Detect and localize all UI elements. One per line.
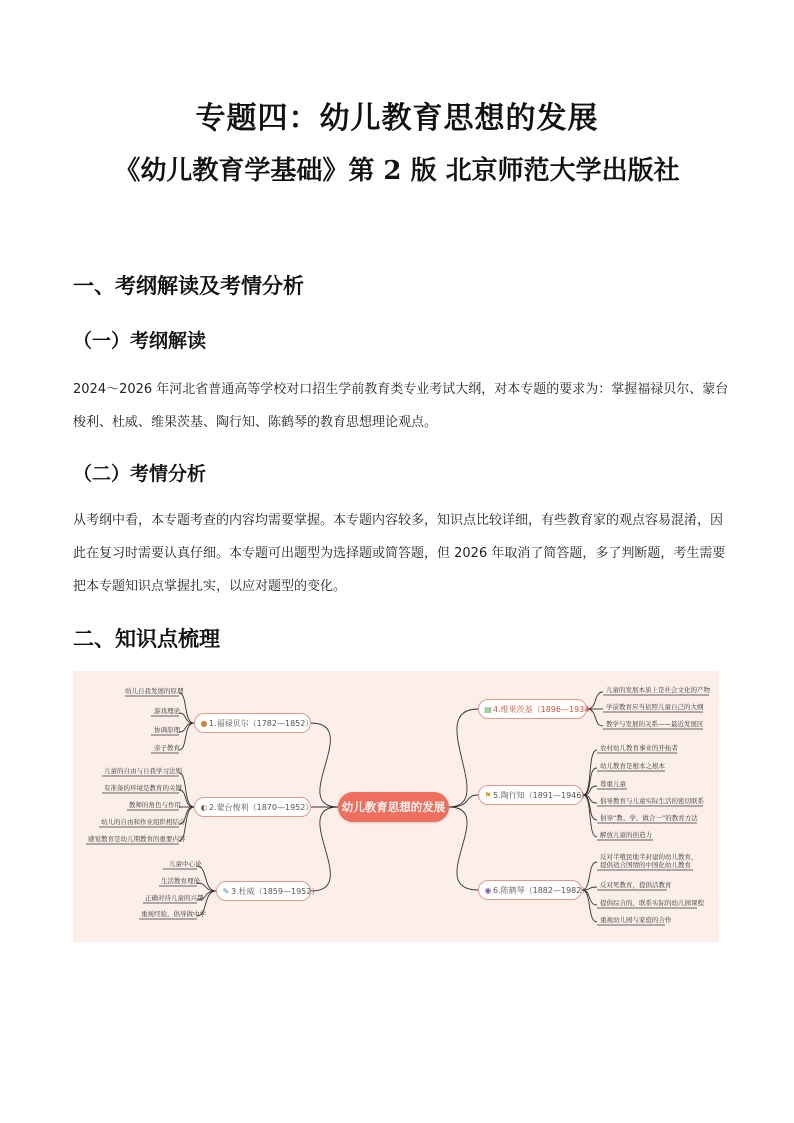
section-heading-2: 二、知识点梳理 xyxy=(73,626,220,651)
leaf-montessori-5: 感觉教育是幼儿期教育的重要内容 xyxy=(88,835,186,843)
paragraph-analysis: 从考纲中看，本专题考查的内容均需要掌握。本专题内容较多，知识点比较详细，有些教育家的观点容易混淆，因此在复习时需要认真仔细。本专题可出题型为选择题或简答题，但 2026 年取消了简答题，多了判断题，考生需要把本专题知识点掌握扎实，以应对题型的变化。 xyxy=(73,513,726,594)
leaf-montessori-3: 教师的角色与作用 xyxy=(129,801,181,809)
subsection-heading-1: （一）考纲解读 xyxy=(73,330,207,352)
leaf-froebel-3: 协调原理 xyxy=(154,726,180,734)
leaf-dewey-2: 生活教育理论 xyxy=(161,877,200,885)
node-froebel-label: 1.福禄贝尔（1782—1852） xyxy=(209,719,314,728)
leaf-froebel-2: 游戏理论 xyxy=(154,707,180,715)
node-chen-label: 6.陈鹤琴（1882—1982） xyxy=(493,886,590,895)
leaf-tao-1: 农村幼儿教育事业的开拓者 xyxy=(600,744,678,752)
paragraph-outline: 2024～2026 年河北省普通高等学校对口招生学前教育类专业考试大纲，对本专题的要求为：掌握福禄贝尔、蒙台梭利、杜威、维果茨基、陶行知、陈鹤琴的教育思想理论观点。 xyxy=(73,382,729,430)
leaf-tao-3: 尊重儿童 xyxy=(600,780,626,788)
leaf-vygotsky-1: 儿童的发展本质上是社会文化的产物 xyxy=(606,686,710,694)
leaf-froebel-4: 亲子教育 xyxy=(154,744,180,752)
node-chen xyxy=(478,880,590,900)
section-heading-1: 一、考纲解读及考情分析 xyxy=(73,273,304,298)
leaf-tao-5: 倡导“教、学、做合一”的教育方法 xyxy=(600,814,698,822)
node-dewey-label: 3.杜威（1859—1952） xyxy=(231,887,320,896)
person-icon: ● xyxy=(200,719,208,728)
circle-icon: ◐ xyxy=(200,803,208,812)
leaf-vygotsky-2: 学前教育应当依照儿童自己的大纲 xyxy=(606,703,704,711)
node-tao xyxy=(478,785,590,805)
subsection-heading-2: （二）考情分析 xyxy=(73,463,207,485)
node-froebel xyxy=(194,713,314,733)
node-montessori-label: 2.蒙台梭利（1870—1952） xyxy=(209,803,314,812)
page-title: 专题四：幼儿教育思想的发展 xyxy=(195,101,599,136)
leaf-vygotsky-3: 教学与发展的关系——最近发展区 xyxy=(606,720,704,728)
leaf-tao-4: 倡导教育与儿童实际生活的密切联系 xyxy=(600,797,704,805)
node-vygotsky-label: 4.维果茨基（1896—1934） xyxy=(493,705,598,714)
leaf-chen-4: 重视幼儿园与家庭的合作 xyxy=(600,916,672,924)
leaf-dewey-1: 儿童中心论 xyxy=(169,860,202,868)
node-tao-label: 5.陶行知（1891—1946） xyxy=(493,791,590,800)
leaf-chen-3: 提倡综合的、联系实际的幼儿园课程 xyxy=(600,899,704,907)
mind-map xyxy=(73,671,719,942)
pencil-icon: ✎ xyxy=(222,887,230,896)
leaf-montessori-2: 有准备的环境是教育的关键 xyxy=(104,784,182,792)
leaf-chen-2: 反对死教育，提倡活教育 xyxy=(600,881,672,889)
node-vygotsky xyxy=(478,699,598,719)
leaf-tao-6: 解放儿童的创造力 xyxy=(600,831,652,839)
book-icon: ▤ xyxy=(484,705,492,714)
leaf-dewey-3: 正确对待儿童的兴趣 xyxy=(145,894,204,902)
globe-icon: ◉ xyxy=(484,886,492,895)
mind-map-center: 幼儿教育思想的发展 xyxy=(338,792,449,822)
node-montessori xyxy=(194,797,314,817)
flag-icon: ⚑ xyxy=(484,791,492,800)
page-subtitle: 《幼儿教育学基础》第 2 版 北京师范大学出版社 xyxy=(114,156,680,186)
leaf-montessori-1: 儿童的自由与自我学习法则 xyxy=(104,767,182,775)
leaf-dewey-4: 重视经验，倡导做中学 xyxy=(141,910,206,918)
leaf-froebel-1: 幼儿自我发展的原理 xyxy=(125,687,184,695)
leaf-chen-1: 反对半殖民地半封建的幼儿教育， 提倡适合国情的中国化幼儿教育 xyxy=(600,853,698,869)
node-dewey xyxy=(216,881,320,901)
leaf-tao-2: 幼儿教育是根本之根本 xyxy=(600,762,665,770)
leaf-montessori-4: 幼儿的自由和作业组织相结合 xyxy=(101,818,186,826)
